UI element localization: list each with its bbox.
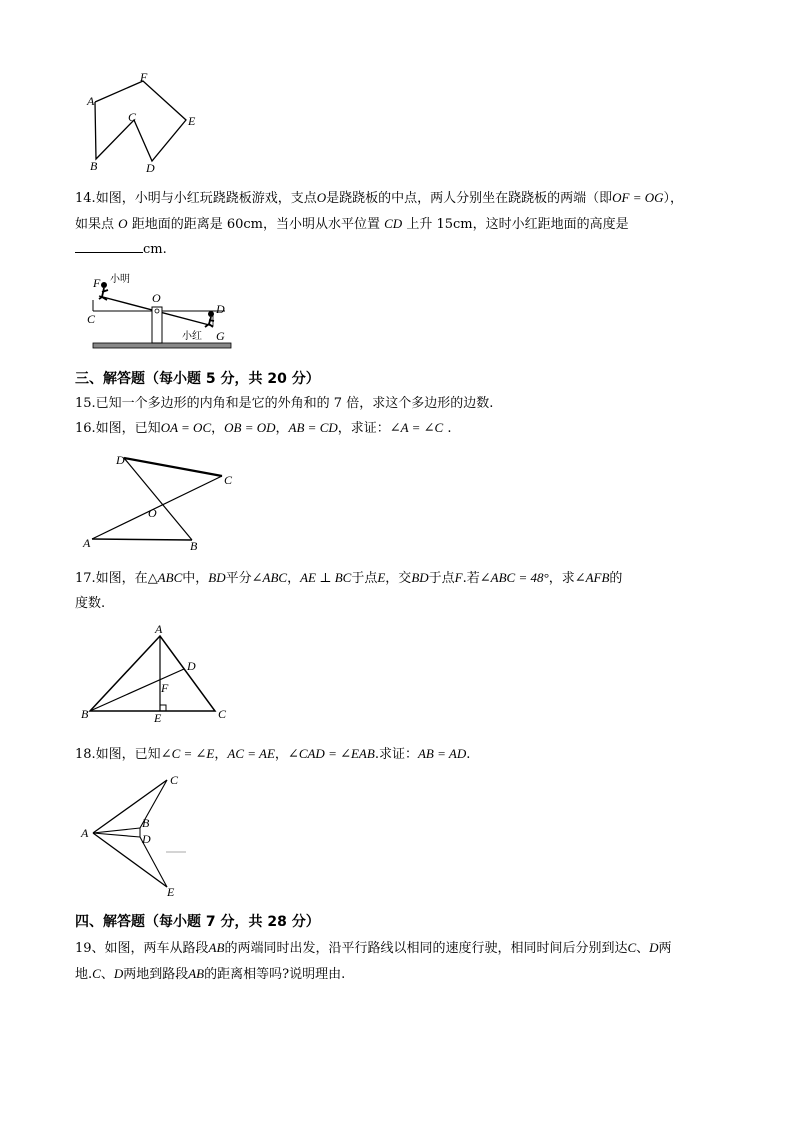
label-a: A: [83, 536, 91, 550]
q16-text-a: 16.如图，已知: [75, 421, 161, 436]
q17-bd: BD: [208, 570, 226, 585]
q17-text-d: ，: [287, 571, 301, 586]
question-17: [75, 565, 725, 616]
q17-eq: ∠ABC = 48°: [479, 570, 549, 585]
label-d: D: [116, 453, 125, 467]
label-f: F: [140, 70, 148, 84]
label-a: A: [155, 622, 163, 636]
q14-eq-of-og: OF = OG: [612, 190, 664, 205]
q19-ab: AB: [208, 940, 225, 955]
answer-blank[interactable]: [75, 238, 143, 253]
label-g: G: [216, 329, 225, 343]
q19-d2: D: [113, 966, 124, 981]
q17-point-f: F: [454, 570, 463, 585]
label-c: C: [128, 110, 137, 124]
q17-text-f: ，交: [385, 571, 412, 586]
question-18: [75, 741, 725, 767]
q14-var-o: O: [316, 190, 327, 205]
label-a: A: [81, 826, 89, 840]
segment-ad: [93, 833, 140, 837]
q19-text-c: 两: [658, 941, 672, 956]
q17-angle-afb: ∠AFB: [574, 570, 610, 585]
q14-text-a: 如图，小明与小红玩跷跷板游戏，支点: [95, 191, 317, 206]
q14-unit: cm.: [143, 242, 167, 257]
q19-text-e: 两地到路段: [123, 967, 189, 982]
q17-text-j: 的: [609, 571, 623, 586]
q19-d: D: [649, 940, 659, 955]
q16-text-b: ，求证：: [337, 421, 390, 436]
q17-text-b: 中，: [182, 571, 209, 586]
q16-eq-ab-cd: AB = CD: [288, 420, 338, 435]
label-e: E: [188, 114, 196, 128]
q16-eq-ob-od: OB = OD: [224, 420, 276, 435]
q16-sep2: ，: [275, 421, 289, 436]
q17-triangle: △ABC: [147, 570, 183, 585]
q16-eq-angles: ∠A = ∠C: [389, 420, 444, 435]
label-d: D: [216, 302, 225, 316]
q19-text-a: 19、如图，两车从路段: [75, 941, 209, 956]
q19-c2: C: [92, 966, 101, 981]
segment-db: [124, 458, 192, 540]
q17-text-c: 平分: [225, 571, 252, 586]
triangle-abc: [90, 636, 215, 711]
figure-13-polygon: [80, 65, 210, 180]
label-a: A: [87, 94, 95, 108]
q19-c: C: [627, 940, 637, 955]
question-15: 15.已知一个多边形的内角和是它的外角和的 7 倍，求这个多边形的边数.: [75, 396, 494, 411]
q18-text-b: .求证：: [374, 747, 418, 762]
figure-14-seesaw: [85, 270, 245, 355]
segment-ab: [92, 539, 192, 540]
q18-sep1: ，: [214, 747, 228, 762]
label-o: O: [152, 291, 161, 305]
q18-eq-ac-ae: AC = AE: [227, 746, 275, 761]
figure-16: [80, 448, 240, 553]
q14-var-cd: CD: [384, 216, 403, 231]
label-e: E: [154, 711, 162, 725]
q18-text-a: 18.如图，已知: [75, 747, 161, 762]
q14-text-f: 上升 15cm，这时小红距地面的高度是: [406, 217, 629, 232]
q18-eq-ab-ad: AB = AD: [417, 746, 467, 761]
q17-line2: 度数.: [75, 596, 106, 611]
q17-text-h: .若: [462, 571, 480, 586]
q17-bd2: BD: [411, 570, 429, 585]
q18-sep2: ，: [274, 747, 288, 762]
label-d: D: [146, 161, 155, 175]
label-c: C: [170, 773, 179, 787]
label-d: D: [187, 659, 196, 673]
ground: [93, 343, 231, 348]
question-19: [75, 935, 725, 987]
label-e: E: [167, 885, 175, 899]
q17-text-e: 于点: [351, 571, 378, 586]
label-b: B: [90, 159, 98, 173]
q14-text-e: 距地面的距离是 60cm，当小明从水平位置: [131, 217, 380, 232]
q14-text-c: ），: [663, 191, 684, 206]
label-xiaoming: 小明: [110, 274, 130, 285]
label-f: F: [93, 276, 101, 290]
label-d: D: [142, 832, 151, 846]
q18-end: .: [466, 747, 471, 762]
q16-end: .: [443, 421, 452, 436]
q19-text-b: 的两端同时出发，沿平行路线以相同的速度行驶，相同时间后分别到达: [224, 941, 628, 956]
label-o: O: [148, 506, 157, 520]
label-b: B: [142, 816, 150, 830]
pivot-point: [155, 309, 159, 313]
q17-perp: AE ⊥ BC: [300, 570, 352, 585]
question-14: [75, 185, 725, 262]
segment-dc: [124, 458, 222, 476]
q17-text-i: ，求: [548, 571, 575, 586]
question-16: [75, 415, 725, 441]
q14-text-d: 如果点: [75, 217, 115, 232]
figure-17: [78, 620, 238, 725]
label-xiaohong: 小红: [182, 331, 202, 342]
q19-text-f: 的距离相等吗?说明理由.: [204, 967, 346, 982]
figure-18: [78, 770, 198, 900]
section-4-title: 四、解答题（每小题 7 分，共 28 分）: [75, 914, 320, 930]
label-c: C: [218, 707, 227, 721]
segment-bd: [90, 669, 184, 711]
label-f: F: [161, 681, 169, 695]
q14-text-b: 是跷跷板的中点，两人分别坐在跷跷板的两端（即: [326, 191, 613, 206]
label-c: C: [224, 473, 233, 487]
q18-eq-angles: ∠C = ∠E: [160, 746, 215, 761]
q17-text-a: 17.如图，在: [75, 571, 148, 586]
q16-sep1: ，: [211, 421, 225, 436]
segment-ac: [93, 780, 167, 833]
q19-dun2: 、: [100, 967, 114, 982]
section-3-title: 三、解答题（每小题 5 分，共 20 分）: [75, 371, 320, 387]
q17-point-e: E: [377, 570, 386, 585]
q16-eq-oa-oc: OA = OC: [160, 420, 212, 435]
q19-text-d: 地.: [75, 967, 93, 982]
q17-angle-abc: ∠ABC: [251, 570, 288, 585]
q18-eq-cad-eab: ∠CAD = ∠EAB: [287, 746, 375, 761]
q14-var-o2: O: [118, 216, 128, 231]
label-b: B: [81, 707, 89, 721]
q19-dun: 、: [636, 941, 650, 956]
q17-text-g: 于点: [428, 571, 455, 586]
polygon-outline: [95, 81, 186, 161]
label-b: B: [190, 539, 198, 553]
q19-ab2: AB: [188, 966, 205, 981]
label-c: C: [87, 312, 96, 326]
segment-ca: [92, 476, 222, 539]
segment-ae: [93, 833, 167, 887]
q14-number: 14.: [75, 191, 96, 206]
